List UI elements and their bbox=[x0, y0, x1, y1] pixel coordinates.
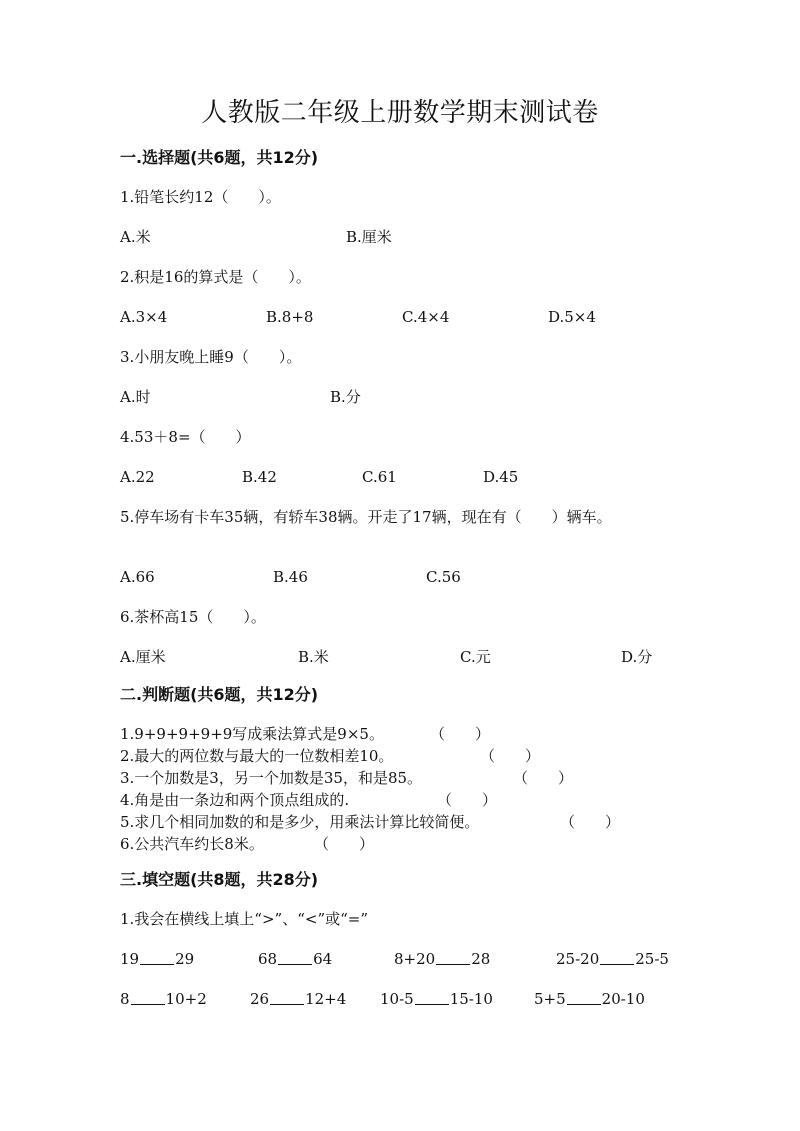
q6-option-d: D.分 bbox=[621, 648, 653, 666]
compare-left: 8 bbox=[120, 990, 130, 1008]
judge-item-1: 1.9+9+9+9+9写成乘法算式是9×5。 bbox=[120, 725, 384, 743]
compare-item bbox=[258, 952, 332, 967]
compare-item bbox=[120, 952, 194, 967]
compare-item bbox=[556, 952, 669, 967]
answer-blank[interactable] bbox=[567, 1004, 601, 1005]
compare-item bbox=[534, 992, 645, 1007]
q5-option-c: C.56 bbox=[426, 568, 461, 586]
compare-right: 29 bbox=[175, 950, 195, 968]
q2-option-b: B.8+8 bbox=[266, 308, 314, 326]
judge-paren-1: （ ） bbox=[430, 725, 491, 743]
q4-option-a: A.22 bbox=[120, 468, 155, 486]
answer-blank[interactable] bbox=[436, 964, 470, 965]
q4-option-d: D.45 bbox=[483, 468, 519, 486]
judge-item-5: 5.求几个相同加数的和是多少，用乘法计算比较简便。 bbox=[120, 813, 480, 831]
compare-right: 20-10 bbox=[601, 990, 645, 1008]
compare-left: 68 bbox=[258, 950, 278, 968]
compare-left: 19 bbox=[120, 950, 140, 968]
fill-question-1: 1.我会在横线上填上“>”、“<”或“=” bbox=[120, 910, 369, 928]
compare-left: 26 bbox=[250, 990, 270, 1008]
judge-item-4: 4.角是由一条边和两个顶点组成的. bbox=[120, 791, 350, 809]
q2-option-d: D.5×4 bbox=[548, 308, 596, 326]
compare-right: 28 bbox=[471, 950, 491, 968]
compare-right: 25-5 bbox=[635, 950, 669, 968]
q4-option-b: B.42 bbox=[242, 468, 277, 486]
question-4: 4.53＋8=（ ） bbox=[120, 428, 251, 446]
q3-option-b: B.分 bbox=[330, 388, 361, 406]
compare-item bbox=[120, 992, 207, 1007]
q2-option-a: A.3×4 bbox=[120, 308, 168, 326]
section-heading-judge: 二.判断题(共6题，共12分) bbox=[120, 685, 319, 704]
question-2: 2.积是16的算式是（ ）。 bbox=[120, 268, 311, 286]
judge-paren-6: （ ） bbox=[314, 835, 375, 853]
q6-option-b: B.米 bbox=[298, 648, 329, 666]
q3-option-a: A.时 bbox=[120, 388, 151, 406]
answer-blank[interactable] bbox=[140, 964, 174, 965]
judge-item-3: 3.一个加数是3，另一个加数是35，和是85。 bbox=[120, 769, 423, 787]
answer-blank[interactable] bbox=[415, 1004, 449, 1005]
answer-blank[interactable] bbox=[600, 964, 634, 965]
page-title: 人教版二年级上册数学期末测试卷 bbox=[201, 98, 599, 128]
compare-item bbox=[394, 952, 490, 967]
judge-paren-2: （ ） bbox=[480, 747, 541, 765]
judge-paren-4: （ ） bbox=[437, 791, 498, 809]
judge-item-2: 2.最大的两位数与最大的一位数相差10。 bbox=[120, 747, 394, 765]
compare-right: 64 bbox=[313, 950, 333, 968]
q5-option-a: A.66 bbox=[120, 568, 155, 586]
judge-paren-3: （ ） bbox=[513, 769, 574, 787]
q2-option-c: C.4×4 bbox=[402, 308, 450, 326]
compare-item bbox=[250, 992, 346, 1007]
question-1: 1.铅笔长约12（ ）。 bbox=[120, 188, 281, 206]
judge-item-6: 6.公共汽车约长8米。 bbox=[120, 835, 264, 853]
answer-blank[interactable] bbox=[131, 1004, 165, 1005]
question-5: 5.停车场有卡车35辆，有轿车38辆。开走了17辆，现在有（ ）辆车。 bbox=[120, 508, 612, 526]
q1-option-a: A.米 bbox=[120, 228, 151, 246]
question-6: 6.茶杯高15（ ）。 bbox=[120, 608, 266, 626]
q6-option-c: C.元 bbox=[460, 648, 491, 666]
compare-right: 15-10 bbox=[449, 990, 493, 1008]
answer-blank[interactable] bbox=[270, 1004, 304, 1005]
compare-right: 12+4 bbox=[305, 990, 347, 1008]
section-heading-fill: 三.填空题(共8题，共28分) bbox=[120, 870, 319, 889]
compare-left: 25-20 bbox=[556, 950, 600, 968]
compare-left: 5+5 bbox=[534, 990, 566, 1008]
compare-right: 10+2 bbox=[165, 990, 207, 1008]
compare-left: 10-5 bbox=[380, 990, 414, 1008]
judge-paren-5: （ ） bbox=[560, 813, 621, 831]
compare-left: 8+20 bbox=[394, 950, 436, 968]
q5-option-b: B.46 bbox=[273, 568, 308, 586]
question-3: 3.小朋友晚上睡9（ ）。 bbox=[120, 348, 302, 366]
section-heading-choice: 一.选择题(共6题，共12分) bbox=[120, 148, 319, 167]
answer-blank[interactable] bbox=[278, 964, 312, 965]
q4-option-c: C.61 bbox=[362, 468, 397, 486]
q6-option-a: A.厘米 bbox=[120, 648, 166, 666]
compare-item bbox=[380, 992, 493, 1007]
q1-option-b: B.厘米 bbox=[346, 228, 392, 246]
